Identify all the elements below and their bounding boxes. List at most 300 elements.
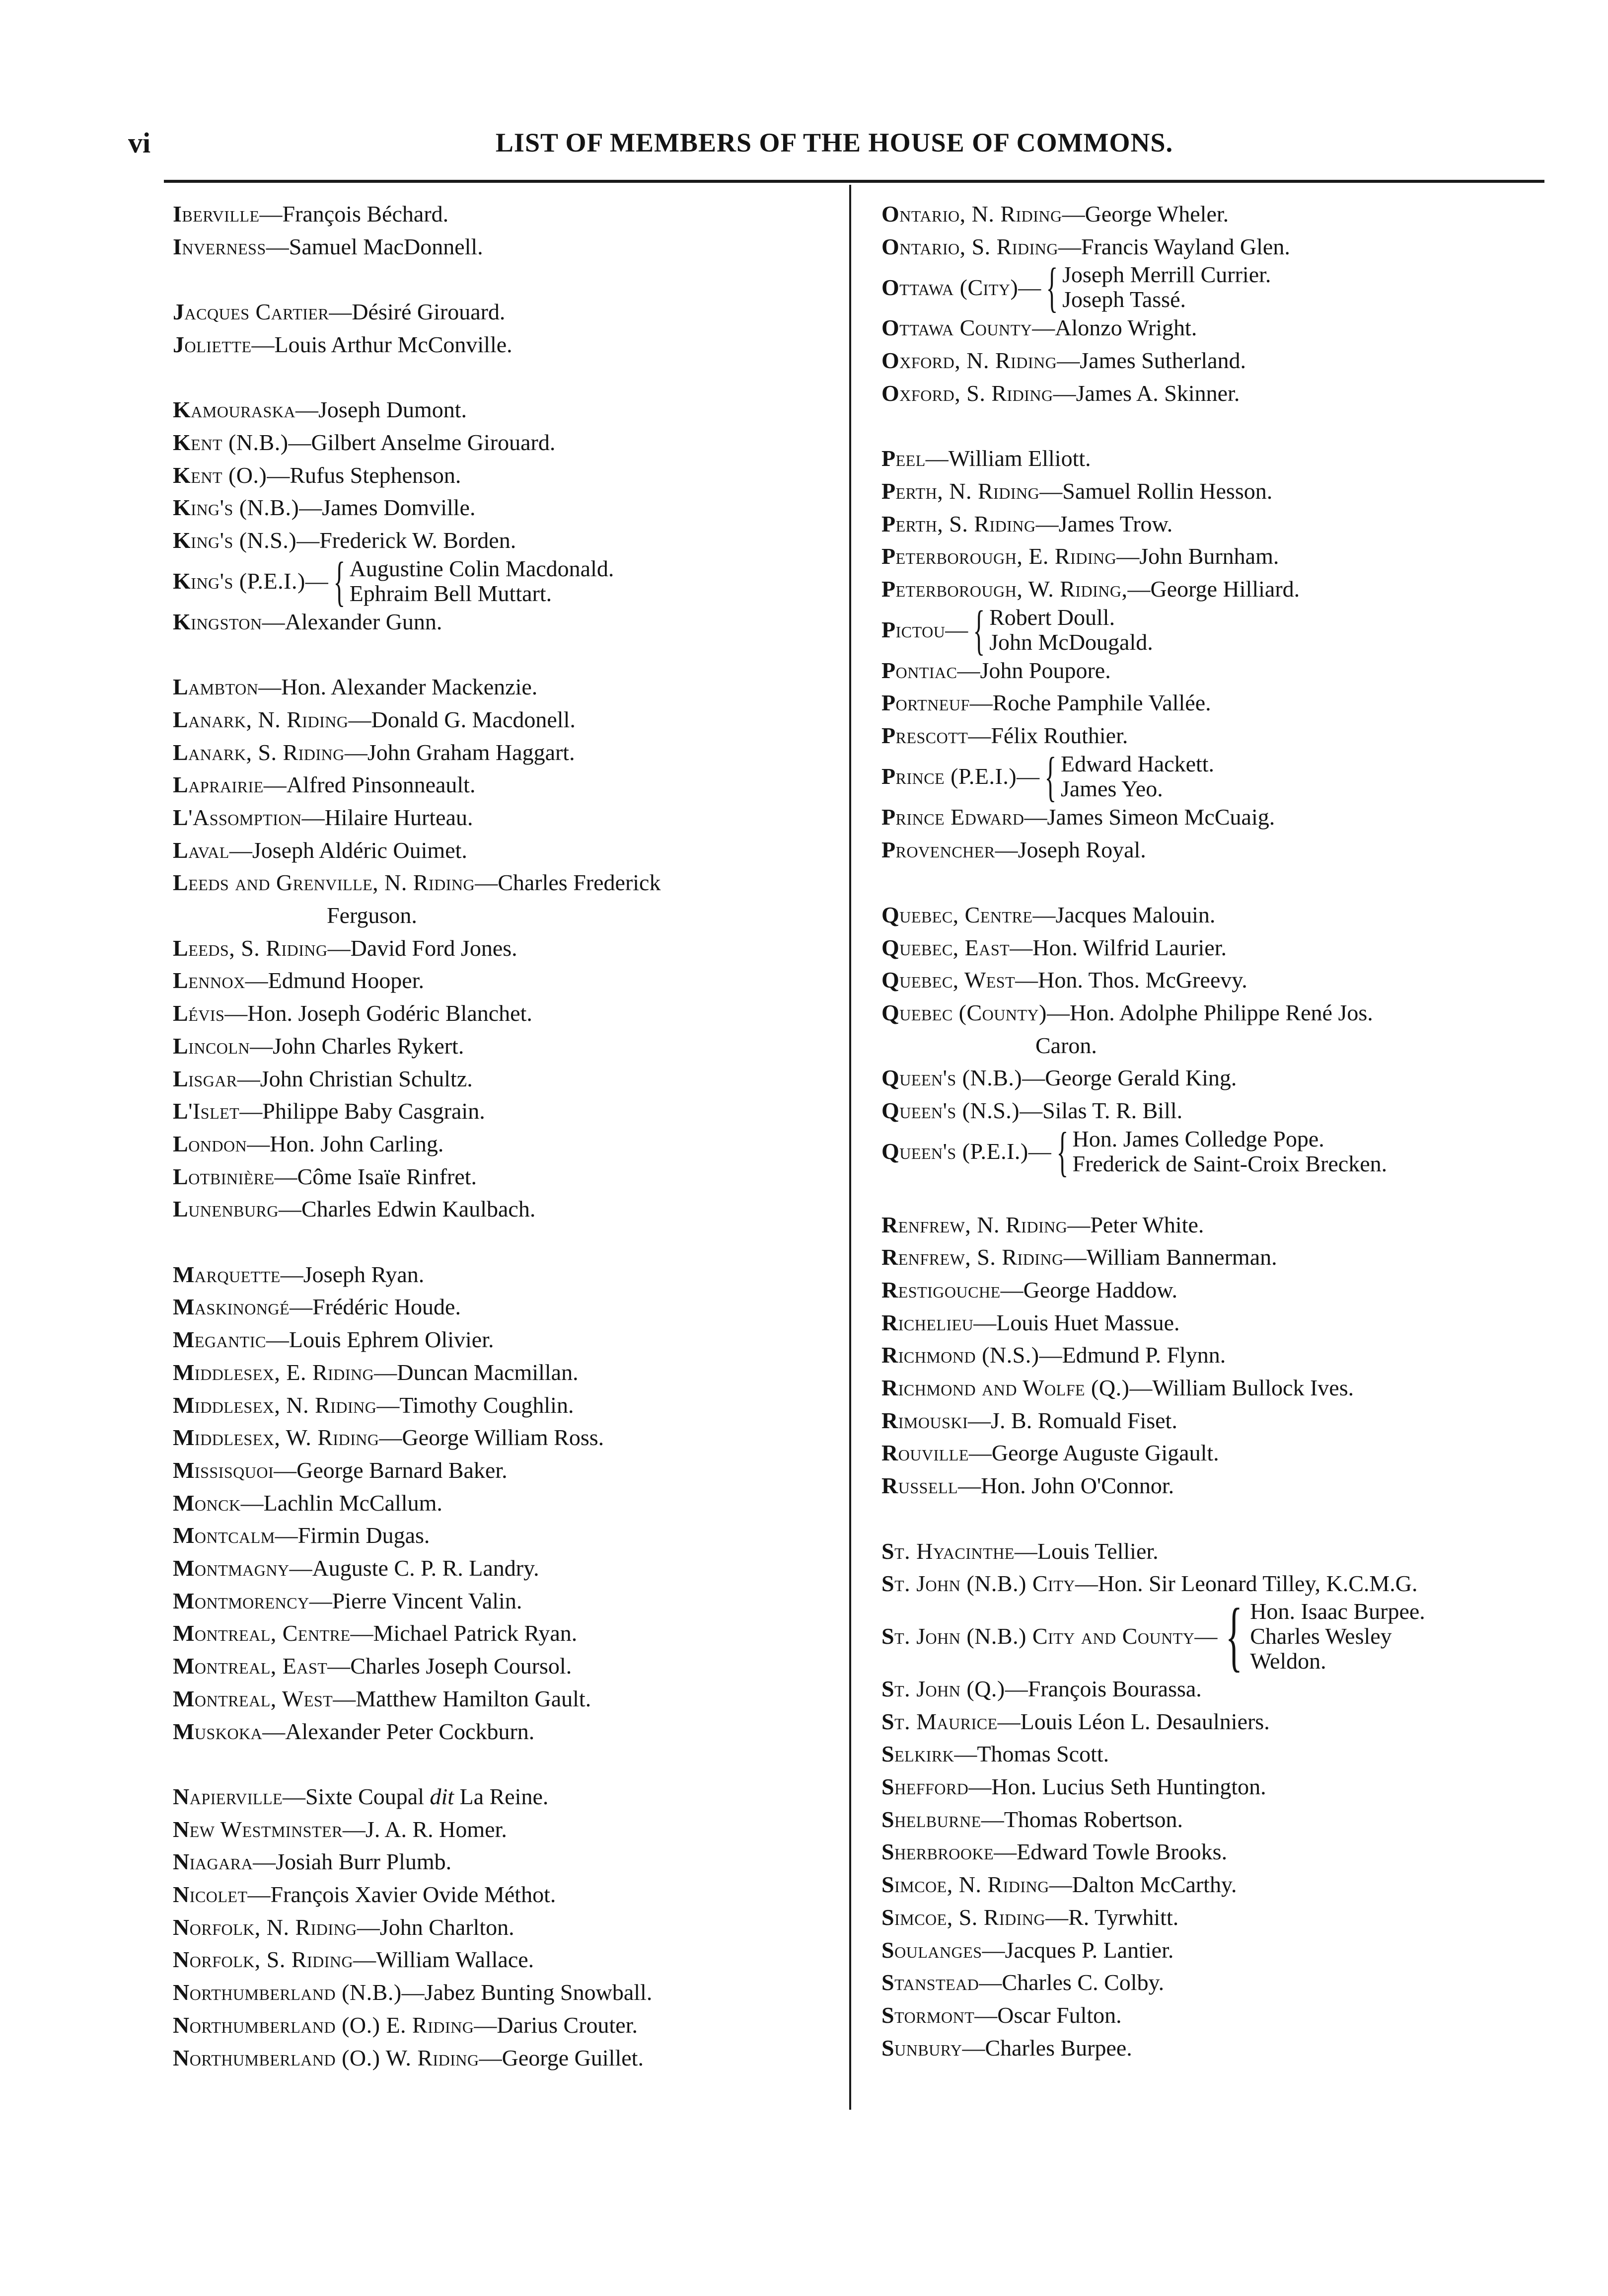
member-name: Michael Patrick Ryan. xyxy=(373,1620,578,1646)
riding-rest: uebec, Centre xyxy=(899,902,1033,927)
riding-rest: issisquoi xyxy=(194,1457,274,1483)
dash: — xyxy=(295,397,319,423)
member-entry xyxy=(173,2042,853,2074)
riding-initial: M xyxy=(173,1457,195,1483)
dash: — xyxy=(1057,348,1080,374)
member-name: William Wallace. xyxy=(376,1947,534,1973)
member-name: Joseph Ryan. xyxy=(303,1261,425,1287)
member-name: Edward Towle Brooks. xyxy=(1017,1839,1228,1865)
member-names xyxy=(1061,752,1214,801)
member-name: Edmund Hooper. xyxy=(268,968,424,994)
member-name: Hilaire Hurteau. xyxy=(324,804,473,830)
riding-initial: R xyxy=(881,1473,898,1499)
member-entry xyxy=(173,1683,853,1715)
dash: — xyxy=(259,201,283,227)
riding-name xyxy=(173,568,305,594)
dash: — xyxy=(1194,1623,1218,1649)
member-entry xyxy=(881,1901,1562,1934)
member-name: Edward Hackett. xyxy=(1060,751,1215,776)
riding-initial: R xyxy=(881,1212,898,1237)
riding-initial: P xyxy=(881,764,896,789)
member-name: Auguste C. P. R. Landry. xyxy=(312,1555,539,1581)
riding-name xyxy=(881,837,995,862)
member-entry xyxy=(173,736,853,769)
riding-rest: ennox xyxy=(188,968,245,994)
member-entry xyxy=(173,768,853,801)
member-name: Augustine Colin Macdonald. xyxy=(349,555,614,581)
riding-name xyxy=(881,1905,1045,1930)
riding-rest: eel xyxy=(895,446,926,471)
member-name: John Charles Rykert. xyxy=(273,1033,464,1059)
dash: — xyxy=(1035,511,1059,536)
dash: — xyxy=(247,1882,271,1908)
riding-rest: tanstead xyxy=(894,1970,979,1995)
riding-initial: N xyxy=(173,1914,190,1940)
member-entry xyxy=(881,311,1562,344)
riding-initial: R xyxy=(881,1244,898,1270)
riding-initial: S xyxy=(881,1970,895,1995)
riding-initial: M xyxy=(173,1718,195,1744)
riding-name xyxy=(881,1098,1020,1123)
dash: — xyxy=(301,804,325,830)
member-entry xyxy=(173,1585,853,1617)
riding-initial: O xyxy=(881,274,900,300)
member-entry xyxy=(881,1437,1562,1469)
riding-initial: O xyxy=(881,315,900,341)
riding-name xyxy=(173,1294,290,1319)
member-name: Joseph Merrill Currier. xyxy=(1062,262,1271,288)
dash: — xyxy=(1046,1000,1070,1026)
member-entry xyxy=(173,1421,853,1454)
riding-rest: elkirk xyxy=(894,1741,954,1767)
dash: — xyxy=(1053,380,1076,406)
member-entry xyxy=(881,1062,1562,1094)
member-name: Hon. Wilfrid Laurier. xyxy=(1032,934,1227,960)
riding-rest: eeds and Grenville, N. Riding xyxy=(188,870,475,896)
member-entry xyxy=(173,198,853,230)
riding-rest: ntario, N. Riding xyxy=(899,201,1062,227)
dash: — xyxy=(237,1066,260,1091)
member-entry xyxy=(881,1592,1562,1680)
dash: — xyxy=(1017,764,1040,789)
member-name: Charles Burpee. xyxy=(985,2035,1132,2061)
riding-initial: Q xyxy=(881,967,900,993)
riding-rest: arquette xyxy=(194,1261,281,1287)
riding-name xyxy=(173,707,349,732)
riding-name xyxy=(173,528,296,553)
riding-initial: N xyxy=(173,1849,190,1875)
member-entry xyxy=(881,1738,1562,1770)
page-header xyxy=(124,124,1544,169)
member-entry xyxy=(173,1617,853,1650)
member-entry xyxy=(881,1836,1562,1868)
riding-rest: helburne xyxy=(894,1806,981,1832)
member-entry xyxy=(881,1209,1562,1241)
member-entry xyxy=(173,801,853,834)
riding-initial: S xyxy=(881,1774,895,1800)
member-name: Hon. Lucius Seth Huntington. xyxy=(991,1774,1266,1800)
member-name: Jacques P. Lantier. xyxy=(1005,1937,1174,1963)
riding-initial: L xyxy=(173,804,189,830)
member-name: George Barnard Baker. xyxy=(296,1457,508,1483)
riding-name xyxy=(173,397,295,422)
member-name: Hon. Adolphe Philippe René Jos. xyxy=(1069,1000,1373,1026)
member-name: John Graham Haggart. xyxy=(367,739,575,765)
member-name: Joseph Aldéric Ouimet. xyxy=(252,837,467,863)
riding-initial: L xyxy=(173,1000,189,1026)
member-name: Samuel Rollin Hesson. xyxy=(1062,478,1273,504)
member-entry xyxy=(881,801,1562,834)
member-entry xyxy=(881,899,1562,931)
riding-rest: ichmond and Wolfe (Q.) xyxy=(898,1375,1130,1401)
member-name: Duncan Macmillan. xyxy=(397,1359,579,1385)
riding-rest: ondon xyxy=(188,1131,247,1156)
section-gap xyxy=(173,1225,853,1258)
riding-rest: iddlesex, E. Riding xyxy=(194,1359,374,1385)
riding-rest: ontiac xyxy=(895,657,957,683)
dash: — xyxy=(475,870,498,896)
riding-name xyxy=(173,1425,379,1450)
riding-name xyxy=(881,1473,958,1498)
riding-name xyxy=(881,478,1039,504)
riding-initial: L xyxy=(173,706,189,732)
riding-rest: orthumberland (O.) E. Riding xyxy=(189,2012,474,2038)
member-name: Darius Crouter. xyxy=(497,2012,638,2038)
member-entry xyxy=(173,1552,853,1585)
riding-name xyxy=(881,1138,1028,1164)
dash: — xyxy=(299,495,322,521)
riding-initial: P xyxy=(881,446,896,471)
member-name: James Domville. xyxy=(322,495,476,521)
member-name: Frederick de Saint-Croix Brecken. xyxy=(1072,1150,1388,1176)
member-name: George William Ross. xyxy=(402,1425,604,1451)
riding-name xyxy=(173,1131,247,1156)
dash: — xyxy=(266,233,289,259)
riding-initial: N xyxy=(173,1783,190,1809)
member-entry xyxy=(881,1404,1562,1437)
member-names xyxy=(1250,1599,1425,1674)
riding-rest: ontmagny xyxy=(194,1555,290,1581)
dash: — xyxy=(253,1849,276,1875)
dash: — xyxy=(1058,233,1081,259)
riding-rest: ent (N.B.) xyxy=(191,429,289,455)
dash: — xyxy=(239,1098,263,1124)
member-name: François Béchard. xyxy=(282,201,449,227)
section-gap xyxy=(173,263,853,296)
riding-name xyxy=(173,1784,283,1809)
member-entry xyxy=(881,442,1562,475)
member-name-continued: Caron. xyxy=(1035,1032,1097,1058)
member-entry xyxy=(173,328,853,361)
riding-name xyxy=(173,234,266,259)
riding-rest: ontreal, Centre xyxy=(194,1620,351,1646)
member-name: James A. Skinner. xyxy=(1076,380,1240,406)
brace: { xyxy=(1056,1121,1069,1182)
dash: — xyxy=(266,1327,289,1353)
section-gap xyxy=(881,1176,1562,1209)
member-name: George Guillet. xyxy=(502,2045,644,2070)
riding-name xyxy=(173,1360,374,1385)
riding-rest: estigouche xyxy=(898,1277,1001,1302)
riding-rest: icolet xyxy=(189,1882,248,1908)
dash: — xyxy=(1116,543,1140,569)
riding-name xyxy=(173,1392,376,1418)
dash: — xyxy=(250,1033,273,1059)
member-name: Alexander Gunn. xyxy=(285,609,442,634)
riding-rest: orthumberland (N.B.) xyxy=(189,1980,402,2005)
member-entry xyxy=(173,606,853,638)
member-entry xyxy=(173,997,853,1030)
dash: — xyxy=(274,1457,297,1483)
riding-initial: P xyxy=(881,576,896,602)
riding-name xyxy=(173,1882,247,1907)
member-name-part: La Reine. xyxy=(454,1783,549,1809)
member-name: George Wheler. xyxy=(1085,201,1229,227)
riding-initial: L xyxy=(173,1033,189,1059)
riding-rest: ueen's (N.B.) xyxy=(899,1065,1023,1091)
riding-initial: M xyxy=(173,1620,195,1646)
dash: — xyxy=(957,657,980,683)
member-name: Félix Routhier. xyxy=(991,723,1128,749)
member-name: Matthew Hamilton Gault. xyxy=(356,1685,591,1711)
member-name: Charles Frederick xyxy=(498,870,661,896)
riding-initial: R xyxy=(881,1407,898,1433)
riding-initial: L xyxy=(173,837,189,863)
member-entry xyxy=(173,1258,853,1291)
riding-initial: M xyxy=(173,1653,195,1679)
riding-rest: ttawa (City) xyxy=(899,274,1019,300)
riding-rest: uskoka xyxy=(194,1718,263,1744)
riding-name xyxy=(881,446,926,471)
riding-rest: ingston xyxy=(191,609,262,634)
member-name: Hon. Isaac Burpee. xyxy=(1250,1598,1425,1624)
member-entry xyxy=(881,1803,1562,1836)
dash: — xyxy=(262,609,285,634)
riding-rest: eterborough, E. Riding xyxy=(895,543,1117,569)
riding-name xyxy=(173,870,475,895)
dash: — xyxy=(969,690,993,716)
riding-initial: Q xyxy=(881,1098,900,1124)
riding-rest: berville xyxy=(182,201,260,227)
member-entry xyxy=(881,540,1562,573)
member-name: Hon. Joseph Godéric Blanchet. xyxy=(247,1000,532,1026)
member-entry xyxy=(173,1063,853,1095)
member-entry xyxy=(173,1160,853,1193)
member-name: George Haddow. xyxy=(1023,1277,1178,1302)
riding-name xyxy=(881,2035,962,2061)
riding-rest: uebec, East xyxy=(899,934,1010,960)
member-entry xyxy=(173,834,853,867)
riding-name xyxy=(173,2045,479,2070)
dash: — xyxy=(224,1000,248,1026)
riding-rest: 'Islet xyxy=(188,1098,240,1124)
riding-name xyxy=(173,1686,333,1711)
member-name: Charles Joseph Coursol. xyxy=(350,1653,572,1679)
riding-name xyxy=(881,543,1116,569)
riding-name xyxy=(173,772,264,797)
riding-initial: Q xyxy=(881,902,900,927)
member-entry xyxy=(173,964,853,997)
member-entry xyxy=(881,1469,1562,1502)
member-name: Samuel MacDonnell. xyxy=(289,233,483,259)
member-names xyxy=(1073,1127,1388,1176)
member-name: Hon. James Colledge Pope. xyxy=(1072,1126,1324,1151)
riding-rest: orthumberland (O.) W. Riding xyxy=(189,2045,479,2070)
riding-initial: L xyxy=(173,1066,189,1091)
member-names xyxy=(350,556,614,606)
member-name: Désiré Girouard. xyxy=(352,299,506,325)
member-entry xyxy=(173,1845,853,1878)
member-name: James Yeo. xyxy=(1060,775,1163,801)
member-name: J. B. Romuald Fiset. xyxy=(991,1407,1177,1433)
dash: — xyxy=(1075,1571,1098,1597)
riding-rest: enfrew, S. Riding xyxy=(898,1244,1064,1270)
riding-name xyxy=(881,1244,1064,1270)
dash: — xyxy=(229,837,252,863)
riding-rest: ontcalm xyxy=(194,1523,275,1548)
dash: — xyxy=(1049,1872,1072,1898)
riding-name xyxy=(173,332,252,357)
member-name: Hon. Thos. McGreevy. xyxy=(1038,967,1247,993)
member-entry xyxy=(173,1650,853,1683)
riding-name xyxy=(173,1066,237,1091)
riding-name xyxy=(881,1310,973,1335)
riding-name xyxy=(881,1440,969,1465)
riding-name xyxy=(173,201,259,227)
riding-initial: N xyxy=(173,1947,190,1973)
riding-name xyxy=(173,935,328,961)
dash: — xyxy=(958,1473,981,1499)
riding-rest: orfolk, N. Riding xyxy=(189,1914,357,1940)
riding-name xyxy=(881,1342,1039,1368)
riding-initial: N xyxy=(173,1980,190,2005)
riding-name xyxy=(173,1523,275,1548)
member-name: Alonzo Wright. xyxy=(1055,315,1197,341)
riding-rest: tormont xyxy=(894,2002,975,2028)
member-entry xyxy=(173,230,853,263)
riding-initial: L xyxy=(173,1163,189,1189)
riding-initial: R xyxy=(881,1309,898,1335)
member-entry xyxy=(173,1813,853,1846)
riding-rest: ouville xyxy=(898,1440,969,1466)
dash: — xyxy=(280,1261,303,1287)
riding-rest: xford, S. Riding xyxy=(899,380,1053,406)
riding-initial: S xyxy=(881,1937,895,1963)
dash: — xyxy=(290,1294,313,1320)
member-name: Charles Edwin Kaulbach. xyxy=(301,1196,536,1222)
riding-rest: ueen's (P.E.I.) xyxy=(899,1139,1028,1164)
member-name: Oscar Fulton. xyxy=(997,2002,1122,2028)
member-entry xyxy=(173,1356,853,1389)
member-entry xyxy=(173,1291,853,1323)
riding-initial: S xyxy=(881,1571,895,1597)
member-name: Lachlin McCallum. xyxy=(263,1490,442,1516)
riding-name xyxy=(881,1623,1194,1649)
riding-initial: L xyxy=(173,870,189,896)
dash: — xyxy=(968,1774,992,1800)
member-name: Silas T. R. Bill. xyxy=(1042,1098,1183,1124)
member-entry xyxy=(173,1454,853,1487)
riding-rest: eterborough, W. Riding, xyxy=(895,576,1128,602)
member-name: Rufus Stephenson. xyxy=(290,462,461,488)
riding-name xyxy=(881,1676,1005,1701)
dash: — xyxy=(1032,315,1055,341)
member-entry xyxy=(173,296,853,328)
member-entry xyxy=(881,1868,1562,1901)
member-entry xyxy=(173,459,853,492)
member-name: Charles Wesley xyxy=(1250,1623,1392,1649)
riding-initial: N xyxy=(173,2012,190,2038)
riding-initial: J xyxy=(173,331,185,357)
member-name: John Burnham. xyxy=(1139,543,1279,569)
member-entry xyxy=(173,1095,853,1128)
dash: — xyxy=(1039,1342,1062,1368)
riding-rest: askinongé xyxy=(194,1294,290,1320)
riding-name xyxy=(881,967,1015,993)
riding-initial: S xyxy=(881,2035,895,2061)
riding-initial: Q xyxy=(881,1065,900,1091)
riding-name xyxy=(881,935,1010,960)
riding-initial: M xyxy=(173,1425,195,1451)
member-name: Hon. Alexander Mackenzie. xyxy=(281,674,538,700)
riding-initial: L xyxy=(173,772,189,798)
member-name-part: dit xyxy=(430,1783,454,1809)
dash: — xyxy=(263,772,287,798)
member-name: Pierre Vincent Valin. xyxy=(332,1588,522,1613)
riding-initial: M xyxy=(173,1359,195,1385)
member-entry xyxy=(881,257,1562,318)
member-name: George Gerald King. xyxy=(1045,1065,1237,1091)
dash: — xyxy=(374,1359,397,1385)
member-name: Peter White. xyxy=(1090,1212,1204,1237)
riding-rest: hefford xyxy=(894,1774,969,1800)
riding-rest: imouski xyxy=(898,1407,968,1433)
riding-name xyxy=(881,1277,1001,1302)
dash: — xyxy=(995,837,1018,862)
riding-rest: rince (P.E.I.) xyxy=(895,764,1017,789)
riding-rest: unenburg xyxy=(188,1196,279,1222)
dash: — xyxy=(925,446,949,471)
dash: — xyxy=(333,1685,356,1711)
riding-name xyxy=(173,1980,402,2005)
riding-initial: Q xyxy=(881,934,900,960)
riding-rest: t. Maurice xyxy=(894,1708,998,1734)
riding-rest: ontreal, East xyxy=(194,1653,328,1679)
member-entry xyxy=(173,550,853,612)
riding-name xyxy=(173,299,329,324)
dash: — xyxy=(962,2035,985,2061)
riding-name xyxy=(881,658,957,683)
dash: — xyxy=(247,1131,270,1156)
riding-name xyxy=(881,511,1036,536)
riding-name xyxy=(173,1033,250,1059)
dash: — xyxy=(289,1555,312,1581)
riding-rest: xford, N. Riding xyxy=(899,348,1057,374)
right-column xyxy=(881,198,1562,2064)
riding-rest: eeds, S. Riding xyxy=(188,935,328,961)
member-entry xyxy=(881,996,1562,1062)
member-entry xyxy=(173,1487,853,1520)
riding-name xyxy=(881,1538,1015,1564)
dash: — xyxy=(342,1816,365,1842)
riding-rest: erth, S. Riding xyxy=(895,511,1036,536)
member-entry xyxy=(173,1911,853,1944)
member-entry xyxy=(881,599,1562,660)
member-entry xyxy=(881,719,1562,752)
member-entry xyxy=(881,198,1562,230)
riding-name xyxy=(881,1970,979,1995)
dash: — xyxy=(305,568,328,594)
